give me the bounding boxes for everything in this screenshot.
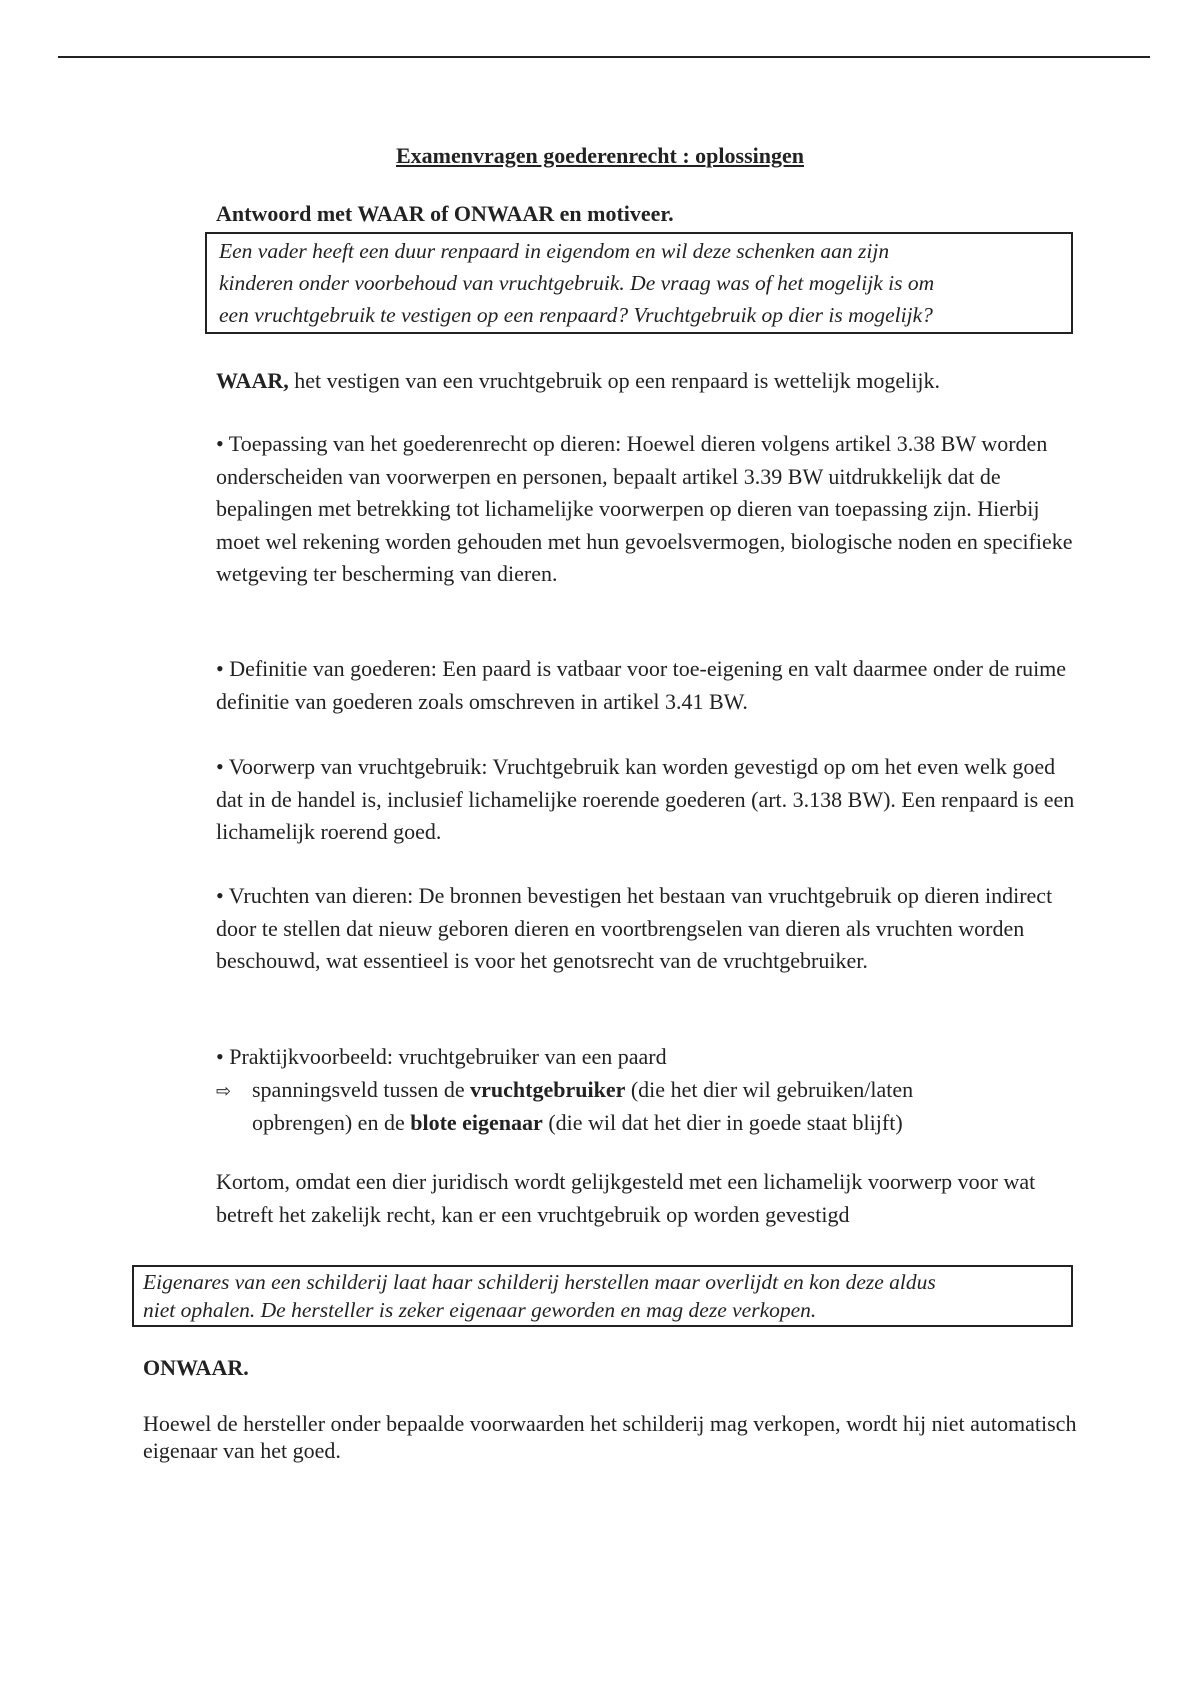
answer-1-verdict: WAAR,	[216, 368, 289, 393]
arrow-line-2	[252, 1107, 1072, 1140]
answer-1-bullet-2: • Definitie van goederen: Een paard is vatbaar voor toe-eigening en valt daarmee onder de ruime definitie van goederen zoals omschreven in artikel 3.41 BW.	[216, 656, 1067, 714]
question-2-line-2: niet ophalen. De hersteller is zeker eigenaar geworden en mag deze verkopen.	[143, 1298, 817, 1322]
arrow-bold-1: vruchtgebruiker	[470, 1077, 626, 1102]
answer-1-bullet-3: • Voorwerp van vruchtgebruik: Vruchtgebruik kan worden gevestigd op om het even welk goed dat in de handel is, inclusief lichamelijke roerende goederen (art. 3.138 BW). Een renpaard is een lichamelijk roerend goed.	[216, 754, 1075, 844]
top-rule	[58, 56, 1150, 58]
question-1-line-2: kinderen onder voorbehoud van vruchtgebruik. De vraag was of het mogelijk is om	[219, 271, 935, 295]
instruction: Antwoord met WAAR of ONWAAR en motiveer.	[216, 201, 674, 226]
arrow-line-1	[216, 1074, 1076, 1109]
arrow-text-2: (die het dier wil gebruiken/laten	[625, 1077, 914, 1102]
answer-1-bullet-5: • Praktijkvoorbeeld: vruchtgebruiker van een paard	[216, 1044, 667, 1069]
question-box-2	[132, 1265, 1073, 1327]
answer-1-verdict-line	[216, 365, 1076, 398]
page-title: Examenvragen goederenrecht : oplossingen	[396, 143, 804, 168]
answer-1-conclusion: Kortom, omdat een dier juridisch wordt gelijkgesteld met een lichamelijk voorwerp voor wat betreft het zakelijk recht, kan er een vruchtgebruik op worden gevestigd	[216, 1169, 1036, 1227]
arrow-right-icon: ⇨	[216, 1081, 232, 1102]
answer-2-text: Hoewel de hersteller onder bepaalde voorwaarden het schilderij mag verkopen, wordt hij niet automatisch eigenaar van het goed.	[143, 1411, 1077, 1463]
question-1-line-3: een vruchtgebruik te vestigen op een renpaard? Vruchtgebruik op dier is mogelijk?	[219, 303, 933, 327]
answer-1-bullet-1: • Toepassing van het goederenrecht op dieren: Hoewel dieren volgens artikel 3.38 BW worden onderscheiden van voorwerpen en personen, bepaalt artikel 3.39 BW uitdrukkelijk dat de bepalingen met betrekking tot lichamelijke voorwerpen op dieren van toepassing zijn. Hierbij moet wel rekening worden gehouden met hun gevoelsvermogen, biologische noden en specifieke wetgeving ter bescherming van dieren.	[216, 431, 1073, 586]
arrow-text-3: opbrengen) en de	[252, 1110, 411, 1135]
arrow-text-1: spanningsveld tussen de	[252, 1077, 471, 1102]
answer-1-bullet-4: • Vruchten van dieren: De bronnen bevestigen het bestaan van vruchtgebruik op dieren indirect door te stellen dat nieuw geboren dieren en voortbrengselen van dieren als vruchten worden beschouwd, wat essentieel is voor het genotsrecht van de vruchtgebruiker.	[216, 883, 1053, 973]
question-box-1	[205, 232, 1073, 334]
question-1-line-1: Een vader heeft een duur renpaard in eigendom en wil deze schenken aan zijn	[219, 239, 890, 263]
answer-2-verdict: ONWAAR.	[143, 1355, 249, 1380]
question-2-line-1: Eigenares van een schilderij laat haar schilderij herstellen maar overlijdt en kon deze aldus	[143, 1270, 936, 1294]
answer-1-verdict-rest: het vestigen van een vruchtgebruik op een renpaard is wettelijk mogelijk.	[288, 368, 940, 393]
arrow-bold-2: blote eigenaar	[410, 1110, 543, 1135]
arrow-text-4: (die wil dat het dier in goede staat blijft)	[542, 1110, 903, 1135]
